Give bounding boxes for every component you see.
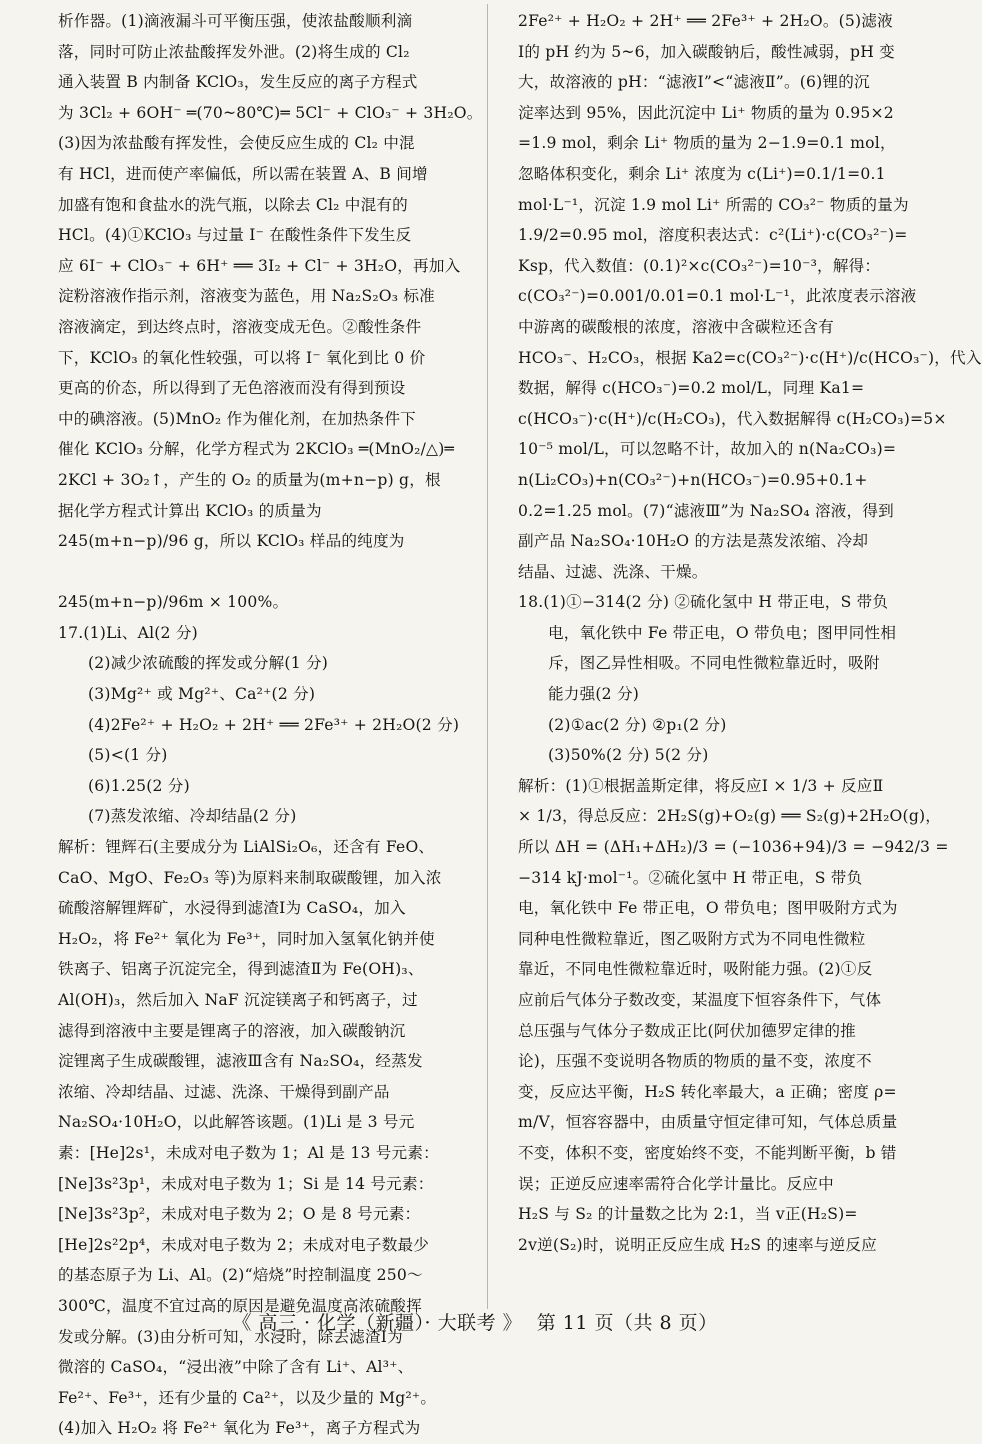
column-divider	[487, 4, 488, 1309]
text-line: 中的碘溶液。(5)MnO₂ 作为催化剂，在加热条件下	[58, 409, 416, 428]
text-line: 有 HCl，进而使产率偏低，所以需在装置 A、B 间增	[58, 164, 428, 183]
text-line: 电，氧化铁中 Fe 带正电，O 带负电；图甲同性相	[548, 623, 897, 642]
text-line: 结晶、过滤、洗涤、干燥。	[518, 562, 708, 581]
text-line: 发或分解。(3)由分析可知，水浸时，除去滤渣Ⅰ为	[58, 1327, 403, 1346]
text-line: (4)加入 H₂O₂ 将 Fe²⁺ 氧化为 Fe³⁺，离子方程式为	[58, 1419, 421, 1438]
text-line: 10⁻⁵ mol/L，可以忽略不计，故加入的 n(Na₂CO₃)=	[518, 440, 897, 459]
text-line: c(CO₃²⁻)=0.001/0.01=0.1 mol·L⁻¹，此浓度表示溶液	[518, 287, 917, 306]
text-line: 下，KClO₃ 的氧化性较强，可以将 I⁻ 氧化到比 0 价	[58, 348, 426, 367]
text-line: 淀锂离子生成碳酸锂，滤液Ⅲ含有 Na₂SO₄，经蒸发	[58, 1052, 423, 1071]
text-line: 论)，压强不变说明各物质的物质的量不变，浓度不	[518, 1052, 872, 1071]
footer-page-number: 第 11 页（共 8 页）	[536, 1312, 718, 1334]
text-line: 同种电性微粒靠近，图乙吸附方式为不同电性微粒	[518, 929, 866, 948]
text-line: 误；正逆反应速率需符合化学计量比。反应中	[518, 1174, 834, 1193]
text-line: 斥，图乙异性相吸。不同电性微粒靠近时，吸附	[548, 654, 880, 673]
text-line: 18.(1)①−314(2 分) ②硫化氢中 H 带正电，S 带负	[518, 593, 889, 612]
text-line: 300℃，温度不宜过高的原因是避免温度高浓硫酸挥	[58, 1296, 422, 1315]
text-line: 能力强(2 分)	[548, 685, 640, 704]
text-line: 所以 ΔH = (ΔH₁+ΔH₂)/3 = (−1036+94)/3 = −942/3 =	[518, 838, 949, 857]
text-line: [Ne]3s²3p²，未成对电子数为 2；O 是 8 号元素：	[58, 1205, 421, 1224]
text-line: [He]2s²2p⁴，未成对电子数为 2；未成对电子数最少	[58, 1235, 430, 1254]
text-line: 淀粉溶液作指示剂，溶液变为蓝色，用 Na₂S₂O₃ 标准	[58, 287, 435, 306]
text-line: HCO₃⁻、H₂CO₃，根据 Ka2=c(CO₃²⁻)·c(H⁺)/c(HCO₃⁻)，代入	[518, 348, 982, 367]
text-line: 中游离的碳酸根的浓度，溶液中含碳粒还含有	[518, 317, 834, 336]
text-line: 催化 KClO₃ 分解，化学方程式为 2KClO₃ ═(MnO₂/△)═	[58, 440, 455, 459]
text-line: HCl。(4)①KClO₃ 与过量 I⁻ 在酸性条件下发生反	[58, 226, 412, 245]
text-line: 245(m+n−p)/96m × 100%。	[58, 593, 289, 612]
text-line: 2v逆(S₂)时，说明正反应生成 H₂S 的速率与逆反应	[518, 1235, 877, 1254]
text-line: 大，故溶液的 pH：“滤液Ⅰ”<“滤液Ⅱ”。(6)锂的沉	[518, 73, 870, 92]
text-line: −314 kJ·mol⁻¹。②硫化氢中 H 带正电，S 带负	[518, 868, 863, 887]
text-line: 淀率达到 95%，因此沉淀中 Li⁺ 物质的量为 0.95×2	[518, 103, 894, 122]
text-line: n(Li₂CO₃)+n(CO₃²⁻)+n(HCO₃⁻)=0.95+0.1+	[518, 470, 868, 489]
text-line: Ksp，代入数值：(0.1)²×c(CO₃²⁻)=10⁻³，解得：	[518, 256, 881, 275]
footer-title: 《 高三 · 化学（新疆）· 大联考 》	[232, 1312, 523, 1334]
text-line: 溶液滴定，到达终点时，溶液变成无色。②酸性条件	[58, 317, 422, 336]
text-line: 总压强与气体分子数成正比(阿伏加德罗定律的推	[518, 1021, 856, 1040]
text-line: 1.9/2=0.95 mol，溶度积表达式：c²(Li⁺)·c(CO₃²⁻)=	[518, 226, 908, 245]
text-line: 0.2=1.25 mol。(7)“滤液Ⅲ”为 Na₂SO₄ 溶液，得到	[518, 501, 894, 520]
text-line: 浓缩、冷却结晶、过滤、洗涤、干燥得到副产品	[58, 1082, 390, 1101]
text-line: 素：[He]2s¹，未成对电子数为 1；Al 是 13 号元素：	[58, 1143, 439, 1162]
right-column	[518, 6, 982, 1260]
text-line: 数据，解得 c(HCO₃⁻)=0.2 mol/L，同理 Ka1=	[518, 379, 865, 398]
text-line: × 1/3，得总反应：2H₂S(g)+O₂(g) ══ S₂(g)+2H₂O(g)，	[518, 807, 942, 826]
text-line: CaO、MgO、Fe₂O₃ 等)为原料来制取碳酸锂，加入浓	[58, 868, 442, 887]
text-line: 更高的价态，所以得到了无色溶液而没有得到预设	[58, 379, 406, 398]
text-line: Ⅰ的 pH 约为 5~6，加入碳酸钠后，酸性减弱，pH 变	[518, 42, 895, 61]
text-line: 副产品 Na₂SO₄·10H₂O 的方法是蒸发浓缩、冷却	[518, 532, 869, 551]
text-line: (5)<(1 分)	[88, 746, 168, 765]
text-line: 铁离子、铝离子沉淀完全，得到滤渣Ⅱ为 Fe(OH)₃、	[58, 960, 424, 979]
text-line: 解析：锂辉石(主要成分为 LiAlSi₂O₆，还含有 FeO、	[58, 838, 435, 857]
text-line: (4)2Fe²⁺ + H₂O₂ + 2H⁺ ══ 2Fe³⁺ + 2H₂O(2 分)	[88, 715, 460, 734]
text-line: 解析：(1)①根据盖斯定律，将反应Ⅰ × 1/3 + 反应Ⅱ	[518, 776, 884, 795]
text-line	[58, 557, 470, 588]
text-line: 忽略体积变化，剩余 Li⁺ 浓度为 c(Li⁺)=0.1/1=0.1	[518, 164, 886, 183]
text-line: 硫酸溶解锂辉矿，水浸得到滤渣Ⅰ为 CaSO₄，加入	[58, 899, 406, 918]
text-line: Na₂SO₄·10H₂O，以此解答该题。(1)Li 是 3 号元	[58, 1113, 415, 1132]
text-line: mol·L⁻¹，沉淀 1.9 mol Li⁺ 所需的 CO₃²⁻ 物质的量为	[518, 195, 909, 214]
text-line: H₂S 与 S₂ 的计量数之比为 2:1，当 v正(H₂S)=	[518, 1205, 858, 1224]
text-line: 落，同时可防止浓盐酸挥发外泄。(2)将生成的 Cl₂	[58, 42, 410, 61]
text-line: 不变，体积不变，密度始终不变，不能判断平衡，b 错	[518, 1143, 897, 1162]
text-line: 变，反应达平衡，H₂S 转化率最大，a 正确；密度 ρ=	[518, 1082, 897, 1101]
text-line: Fe²⁺、Fe³⁺，还有少量的 Ca²⁺，以及少量的 Mg²⁺。	[58, 1388, 437, 1407]
text-line: 通入装置 B 内制备 KClO₃，发生反应的离子方程式	[58, 73, 418, 92]
text-line: 2KCl + 3O₂↑，产生的 O₂ 的质量为(m+n−p) g，根	[58, 470, 441, 489]
page-footer	[0, 1308, 950, 1335]
text-line: 的基态原子为 Li、Al。(2)“焙烧”时控制温度 250～	[58, 1266, 423, 1285]
text-line: 2Fe²⁺ + H₂O₂ + 2H⁺ ══ 2Fe³⁺ + 2H₂O。(5)滤液	[518, 12, 893, 30]
text-line: c(HCO₃⁻)·c(H⁺)/c(H₂CO₃)，代入数据解得 c(H₂CO₃)=5×	[518, 409, 947, 428]
text-line: 析作器。(1)滴液漏斗可平衡压强，使浓盐酸顺利滴	[58, 12, 413, 30]
text-line: (3)50%(2 分) 5(2 分)	[548, 746, 709, 765]
text-line: (3)Mg²⁺ 或 Mg²⁺、Ca²⁺(2 分)	[88, 685, 316, 704]
text-line: 应 6I⁻ + ClO₃⁻ + 6H⁺ ══ 3I₂ + Cl⁻ + 3H₂O，再加入	[58, 256, 461, 275]
left-column	[58, 6, 483, 1444]
text-line: (6)1.25(2 分)	[88, 776, 190, 795]
text-line: H₂O₂，将 Fe²⁺ 氧化为 Fe³⁺，同时加入氢氧化钠并使	[58, 929, 435, 948]
text-line: =1.9 mol，剩余 Li⁺ 物质的量为 2−1.9=0.1 mol，	[518, 134, 896, 153]
text-line: 滤得到溶液中主要是锂离子的溶液，加入碳酸钠沉	[58, 1021, 406, 1040]
text-line: (7)蒸发浓缩、冷却结晶(2 分)	[88, 807, 297, 826]
text-line: [Ne]3s²3p¹，未成对电子数为 1；Si 是 14 号元素：	[58, 1174, 434, 1193]
text-line: (2)①ac(2 分) ②p₁(2 分)	[548, 715, 727, 734]
text-line: 微溶的 CaSO₄，“浸出液”中除了含有 Li⁺、Al³⁺、	[58, 1358, 414, 1377]
text-line: 电，氧化铁中 Fe 带正电，O 带负电；图甲吸附方式为	[518, 899, 898, 918]
text-line: 据化学方程式计算出 KClO₃ 的质量为	[58, 501, 322, 520]
text-line: (2)减少浓硫酸的挥发或分解(1 分)	[88, 654, 329, 673]
text-line: (3)因为浓盐酸有挥发性，会使反应生成的 Cl₂ 中混	[58, 134, 415, 153]
text-line: Al(OH)₃，然后加入 NaF 沉淀镁离子和钙离子，过	[58, 991, 418, 1009]
text-line: 17.(1)Li、Al(2 分)	[58, 623, 198, 642]
text-line: 245(m+n−p)/96 g，所以 KClO₃ 样品的纯度为	[58, 532, 405, 551]
text-line: 应前后气体分子数改变，某温度下恒容条件下，气体	[518, 991, 882, 1009]
text-line: m/V，恒容容器中，由质量守恒定律可知，气体总质量	[518, 1113, 898, 1132]
text-line: 加盛有饱和食盐水的洗气瓶，以除去 Cl₂ 中混有的	[58, 195, 408, 214]
text-line: 为 3Cl₂ + 6OH⁻ ═(70~80℃)═ 5Cl⁻ + ClO₃⁻ + 3H₂O。	[58, 103, 483, 122]
text-line: 靠近，不同电性微粒靠近时，吸附能力强。(2)①反	[518, 960, 873, 979]
